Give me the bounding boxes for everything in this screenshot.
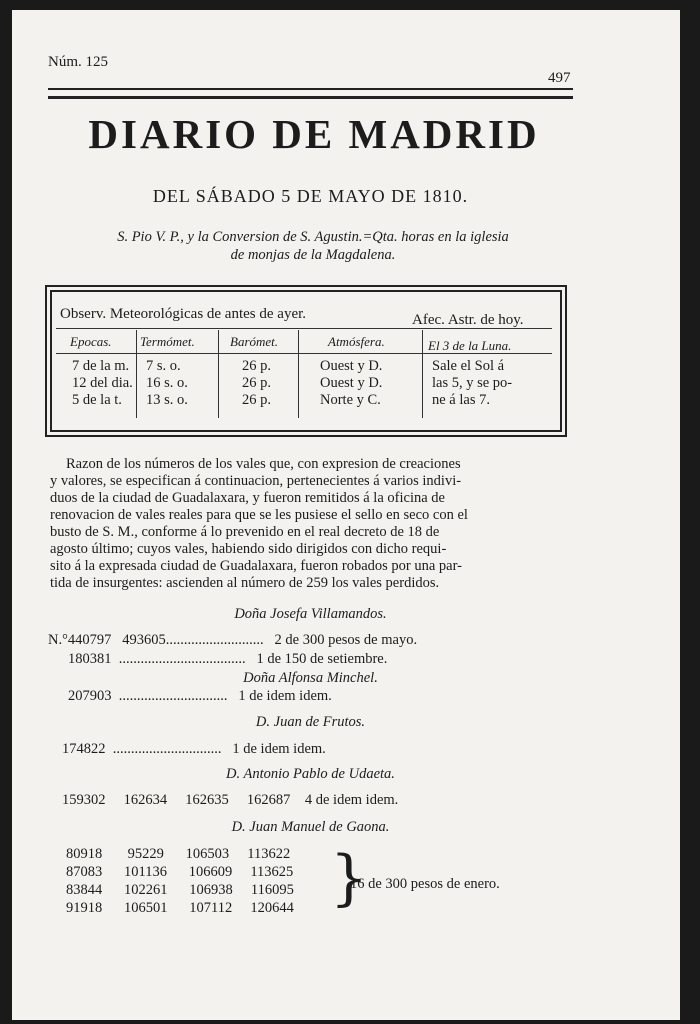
dateline: DEL SÁBADO 5 DE MAYO DE 1810. bbox=[152, 186, 469, 206]
meteo-atmosfera bbox=[320, 358, 382, 409]
meteo-header-rule bbox=[56, 328, 552, 329]
col-epocas: Epocas. bbox=[70, 334, 112, 349]
paragraph-line: agosto último; cuyos vales, habiendo sido dirigidos con dicho requi- bbox=[50, 541, 447, 557]
col-divider bbox=[422, 330, 423, 418]
atm-cell: Ouest y D. bbox=[320, 375, 383, 391]
luna-line: Sale el Sol á bbox=[432, 358, 505, 374]
saints-line-1: S. Pio V. P., y la Conversion de S. Agustin.=Qta. horas en la iglesia bbox=[117, 229, 509, 245]
voucher-line: 180381 ................................... 1 de 150 de setiembre. bbox=[68, 651, 388, 667]
col-divider bbox=[298, 330, 299, 418]
baro-cell: 26 p. bbox=[242, 358, 271, 374]
col-divider bbox=[218, 330, 219, 418]
paragraph-line: busto de S. M., conforme á lo prevenido en el real decreto de 18 de bbox=[50, 524, 440, 540]
voucher-line: 91918 106501 107112 120644 bbox=[66, 900, 294, 916]
paragraph-line: Razon de los números de los vales que, con expresion de creaciones bbox=[66, 456, 461, 472]
issue-number: Núm. 125 bbox=[48, 54, 108, 70]
voucher-line: N.°440797 493605........................... 2 de 300 pesos de mayo. bbox=[48, 632, 418, 648]
meteo-termometro bbox=[146, 358, 188, 409]
paragraph-line: tida de insurgentes: ascienden al número de 259 los vales perdidos. bbox=[50, 575, 440, 591]
announcement-paragraph bbox=[50, 456, 564, 592]
voucher-line: 174822 .............................. 1 de idem idem. bbox=[62, 741, 326, 757]
paragraph-line: y valores, se especifican á continuacion, pertenecientes á varios indivi- bbox=[50, 473, 462, 489]
meteo-title: Observ. Meteorológicas de antes de ayer. bbox=[60, 306, 307, 322]
epoca-cell: 12 del dia. bbox=[72, 375, 133, 391]
atm-cell: Norte y C. bbox=[320, 392, 381, 408]
luna-line: las 5, y se po- bbox=[432, 375, 513, 391]
epoca-cell: 5 de la t. bbox=[72, 392, 122, 408]
meteo-epocas bbox=[72, 358, 133, 409]
saints-line-2: de monjas de la Magdalena. bbox=[230, 247, 396, 263]
luna-line: ne á las 7. bbox=[432, 392, 490, 408]
paragraph-line: renovacion de vales reales para que se les pusiese el sello en seco con el bbox=[50, 507, 468, 523]
owner-name: D. Antonio Pablo de Udaeta. bbox=[226, 766, 395, 782]
meteo-luna bbox=[432, 358, 512, 409]
col-divider bbox=[136, 330, 137, 418]
voucher-line: 83844 102261 106938 116095 bbox=[66, 882, 294, 898]
owner-name: D. Juan Manuel de Gaona. bbox=[231, 819, 390, 835]
voucher-line: 159302 162634 162635 162687 4 de idem idem. bbox=[62, 792, 399, 808]
paragraph-line: sito á la expresada ciudad de Guadalaxara, fueron robados por una par- bbox=[50, 558, 462, 574]
meteo-barometro bbox=[242, 358, 271, 409]
term-cell: 16 s. o. bbox=[146, 375, 188, 391]
paragraph-line: duos de la ciudad de Guadalaxara, y fueron remitidos á la oficina de bbox=[50, 490, 445, 506]
header-rule bbox=[48, 88, 573, 90]
page-number: 497 bbox=[548, 70, 571, 86]
col-atmosfera: Atmósfera. bbox=[328, 334, 385, 349]
term-cell: 7 s. o. bbox=[146, 358, 181, 374]
col-luna: El 3 de la Luna. bbox=[428, 338, 512, 353]
owner-name: Doña Josefa Villamandos. bbox=[234, 606, 387, 622]
owner-name: Doña Alfonsa Minchel. bbox=[243, 670, 378, 686]
masthead-title: DIARIO DE MADRID bbox=[88, 111, 540, 157]
voucher-total: 16 de 300 pesos de enero. bbox=[350, 876, 500, 892]
newspaper-page bbox=[12, 10, 680, 1020]
voucher-line: 207903 .............................. 1 de idem idem. bbox=[68, 688, 332, 704]
voucher-line: 87083 101136 106609 113625 bbox=[66, 864, 294, 880]
baro-cell: 26 p. bbox=[242, 392, 271, 408]
col-termometro: Termómet. bbox=[140, 334, 195, 349]
voucher-line: 80918 95229 106503 113622 bbox=[66, 846, 291, 862]
astro-title: Afec. Astr. de hoy. bbox=[412, 312, 524, 328]
atm-cell: Ouest y D. bbox=[320, 358, 383, 374]
grouping-brace: } bbox=[330, 843, 369, 913]
owner-name: D. Juan de Frutos. bbox=[255, 714, 366, 730]
term-cell: 13 s. o. bbox=[146, 392, 188, 408]
baro-cell: 26 p. bbox=[242, 375, 271, 391]
epoca-cell: 7 de la m. bbox=[72, 358, 130, 374]
header-rule-thick bbox=[48, 96, 573, 99]
col-barometro: Barómet. bbox=[230, 334, 279, 349]
saints-notice bbox=[58, 228, 568, 264]
